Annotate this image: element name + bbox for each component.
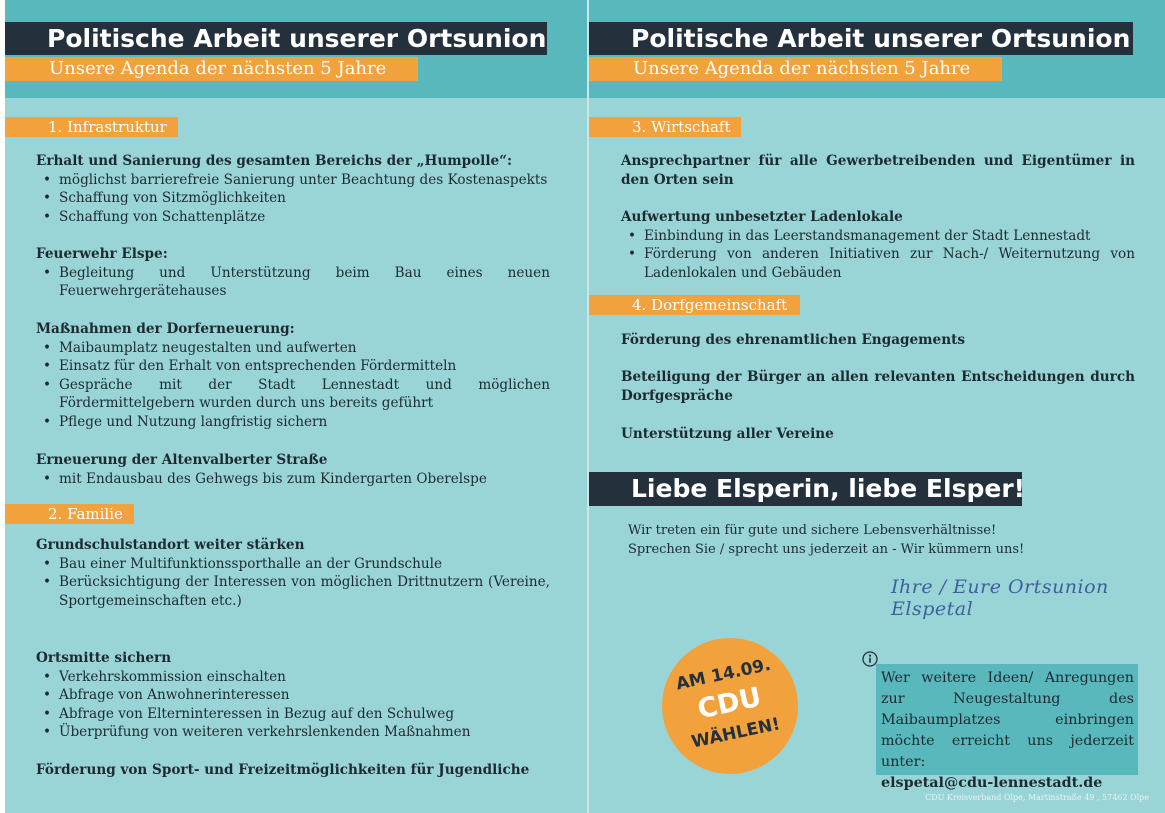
page-subtitle: Unsere Agenda der nächsten 5 Jahre (589, 57, 1002, 81)
list-item: • Überprüfung von weiteren verkehrslenkenden Maßnahmen (59, 723, 550, 742)
ortsmitte-heading: Ortsmitte sichern (36, 650, 172, 666)
signature: Ihre / Eure Ortsunion Elspetal (891, 576, 1109, 620)
strasse-heading: Erneuerung der Altenvalberter Straße (36, 452, 328, 468)
feuerwehr-heading: Feuerwehr Elspe: (36, 246, 168, 262)
ladenlokale-list (621, 227, 1135, 283)
strasse-block (36, 451, 550, 488)
dorferneuerung-block (36, 320, 550, 431)
vote-date: AM 14.09. (674, 654, 773, 695)
ortsmitte-block (36, 649, 550, 742)
section-infrastruktur: 1. Infrastruktur (5, 117, 178, 137)
right-page (589, 0, 1165, 813)
info-text: Wer weitere Ideen/ Anregungen zur Neugestaltung des Maibaumplatzes einbringen möchte erreicht uns jederzeit unter: (881, 670, 1134, 770)
dorferneuerung-heading: Maßnahmen der Dorferneuerung: (36, 321, 295, 337)
feuerwehr-list (36, 264, 550, 301)
footer-address: CDU Kreisverband Olpe, Martinstraße 49 , 57462 Olpe (925, 793, 1149, 802)
feuerwehr-block (36, 245, 550, 301)
humpolle-heading: Erhalt und Sanierung des gesamten Bereichs der „Humpolle“: (36, 153, 512, 169)
vote-call: WÄHLEN! (689, 714, 782, 753)
greeting-text (628, 521, 1108, 559)
list-item: • Einbindung in das Leerstandsmanagement der Stadt Lennestadt (644, 227, 1135, 246)
ladenlokale-heading: Aufwertung unbesetzter Ladenlokale (621, 209, 903, 225)
grundschule-heading: Grundschulstandort weiter stärken (36, 537, 305, 553)
greeting-line-2: Sprechen Sie / sprecht uns jederzeit an - Wir kümmern uns! (628, 542, 1025, 557)
dorferneuerung-list (36, 339, 550, 432)
list-item: • Begleitung und Unterstützung beim Bau eines neuen Feuerwehrgerätehauses (59, 264, 550, 301)
grundschule-list (36, 555, 550, 611)
ladenlokale-block (621, 208, 1135, 282)
vote-party: CDU (694, 681, 765, 726)
ehrenamt-text: Förderung des ehrenamtlichen Engagements (621, 332, 966, 348)
humpolle-list (36, 171, 550, 227)
list-item: • Maibaumplatz neugestalten und aufwerten (59, 339, 550, 358)
list-item: • Pflege und Nutzung langfristig sichern (59, 413, 550, 432)
beteiligung-text: Beteiligung der Bürger an allen relevanten Entscheidungen durch Dorfgespräche (621, 369, 1135, 404)
page-title: Politische Arbeit unserer Ortsunion (5, 22, 547, 55)
info-box (876, 664, 1138, 791)
page-subtitle: Unsere Agenda der nächsten 5 Jahre (5, 57, 418, 81)
ansprechpartner-text: Ansprechpartner für alle Gewerbetreibenden und Eigentümer in den Orten sein (621, 153, 1135, 188)
greeting-heading: Liebe Elsperin, liebe Elsper! (589, 472, 1022, 506)
section-wirtschaft: 3. Wirtschaft (589, 117, 741, 137)
vereine-text: Unterstützung aller Vereine (621, 426, 834, 442)
list-item: • Schaffung von Schattenplätze (59, 208, 550, 227)
list-item: • Verkehrskommission einschalten (59, 668, 550, 687)
contact-email[interactable]: elspetal@cdu-lennestadt.de (881, 775, 1103, 791)
list-item: • Bau einer Multifunktionssporthalle an der Grundschule (59, 555, 550, 574)
vote-badge (662, 638, 798, 774)
section-dorfgemeinschaft: 4. Dorfgemeinschaft (589, 295, 800, 315)
humpolle-block (36, 152, 550, 226)
list-item: • Schaffung von Sitzmöglichkeiten (59, 189, 550, 208)
list-item: • mit Endausbau des Gehwegs bis zum Kindergarten Oberelspe (59, 470, 550, 489)
ortsmitte-list (36, 668, 550, 742)
list-item: • Einsatz für den Erhalt von entsprechenden Fördermitteln (59, 357, 550, 376)
page-title: Politische Arbeit unserer Ortsunion (589, 22, 1133, 55)
list-item: • Abfrage von Anwohnerinteressen (59, 686, 550, 705)
section-familie: 2. Familie (5, 504, 134, 524)
left-page (5, 0, 587, 813)
strasse-list (36, 470, 550, 489)
list-item: • möglichst barrierefreie Sanierung unter Beachtung des Kostenaspekts (59, 171, 550, 190)
sport-heading: Förderung von Sport- und Freizeitmöglichkeiten für Jugendliche (36, 762, 530, 778)
grundschule-block (36, 536, 550, 610)
greeting-line-1: Wir treten ein für gute und sichere Lebensverhältnisse! (628, 523, 997, 538)
list-item: • Förderung von anderen Initiativen zur Nach-/ Weiternutzung von Ladenlokalen und Gebäuden (644, 245, 1135, 282)
list-item: • Gespräche mit der Stadt Lennestadt und möglichen Fördermittelgebern wurden durch uns bereits geführt (59, 376, 550, 413)
list-item: • Abfrage von Elterninteressen in Bezug auf den Schulweg (59, 705, 550, 724)
list-item: • Berücksichtigung der Interessen von möglichen Drittnutzern (Vereine, Sportgemeinschaften etc.) (59, 573, 550, 610)
